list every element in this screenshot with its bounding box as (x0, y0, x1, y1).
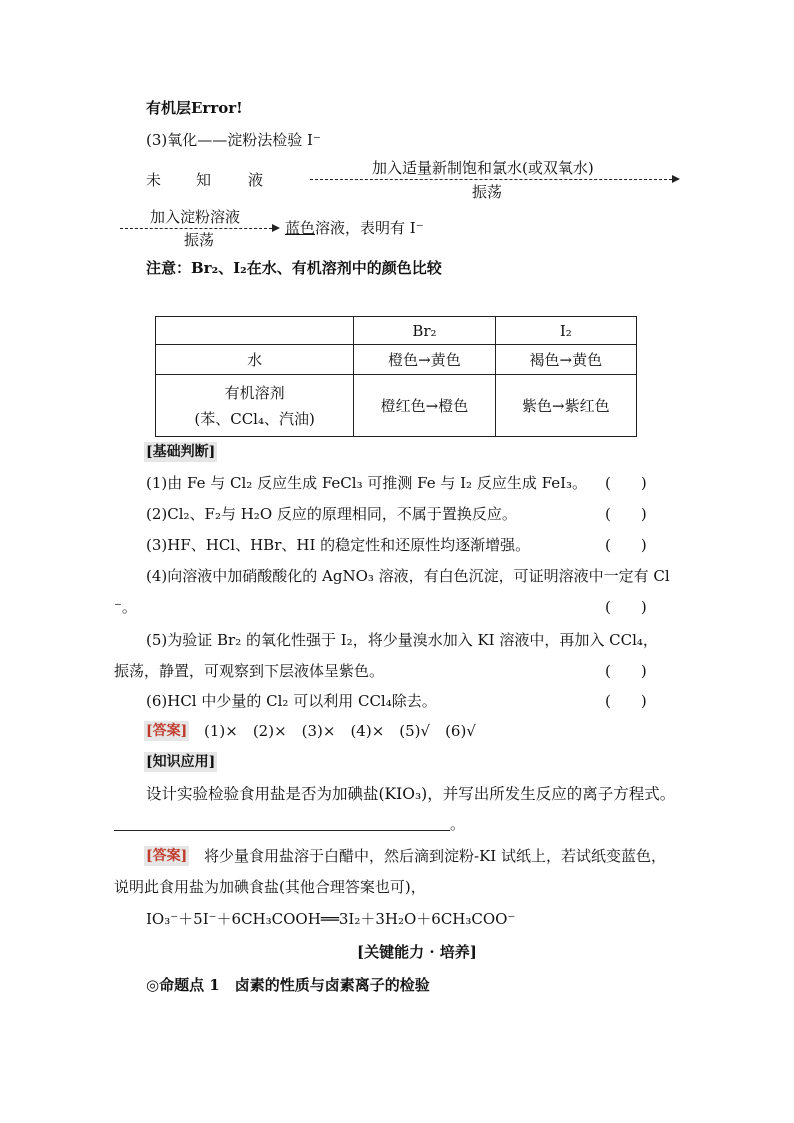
reagent2-bottom: 振荡 (184, 231, 215, 249)
row-organic-i2: 紫色→紫红色 (495, 375, 636, 437)
table-header-row (156, 317, 637, 345)
judgment-paren-2: ( ) (605, 505, 647, 523)
result-line (285, 218, 424, 238)
judgment-item-4-cont: ⁻。 (114, 598, 137, 616)
judgment-item-5: (5)为验证 Br₂ 的氧化性强于 I₂，将少量溴水加入 KI 溶液中，再加入 CCl₄， (146, 631, 658, 649)
unknown-char-2: 知 (196, 171, 212, 189)
answer-label-1: [答案] (146, 723, 188, 739)
reagent1-top: 加入适量新制饱和氯水(或双氧水) (372, 159, 594, 177)
judgment-paren-1: ( ) (605, 474, 647, 492)
unknown-char-3: 液 (248, 171, 264, 189)
answer-text-1: (1)× (2)× (3)× (4)× (5)√ (6)√ (204, 722, 476, 740)
flow-arrow-2-head (272, 224, 280, 232)
judgment-paren-3: ( ) (605, 536, 647, 554)
judgment-item-6: (6)HCl 中少量的 Cl₂ 可以利用 CCl₄除去。 (146, 692, 437, 710)
table-row (156, 375, 637, 437)
flow-arrow-1-line (310, 179, 672, 180)
judgment-paren-6: ( ) (605, 692, 647, 710)
knowledge-answer-2: 说明此食用盐为加碘食盐(其他合理答案也可)， (114, 878, 426, 896)
ionic-equation: IO₃⁻＋5I⁻＋6CH₃COOH══3I₂＋3H₂O＋6CH₃COO⁻ (146, 910, 516, 928)
judgment-item-2: (2)Cl₂、F₂与 H₂O 反应的原理相同，不属于置换反应。 (146, 505, 517, 523)
row-water-i2: 褐色→黄色 (495, 345, 636, 375)
flow-arrow-2-line (120, 228, 272, 229)
judgment-item-1: (1)由 Fe 与 Cl₂ 反应生成 FeCl₃ 可推测 Fe 与 I₂ 反应生成 FeI₃。 (146, 474, 588, 492)
judgment-paren-4: ( ) (605, 598, 647, 616)
knowledge-answer-1: 将少量食用盐溶于白醋中，然后滴到淀粉-KI 试纸上，若试纸变蓝色， (204, 847, 666, 865)
table-row (156, 345, 637, 375)
note-line: 注意：Br₂、I₂在水、有机溶剂中的颜色比较 (146, 259, 442, 277)
unknown-char-1: 未 (146, 171, 162, 189)
answer-blank-end: 。 (450, 815, 466, 833)
table-header-br2: Br₂ (354, 317, 495, 345)
judgment-item-3: (3)HF、HCl、HBr、HI 的稳定性和还原性均逐渐增强。 (146, 536, 531, 554)
row-label-organic (156, 375, 354, 437)
judgment-item-5-cont: 振荡，静置，可观察到下层液体呈紫色。 (114, 662, 385, 680)
reagent1-bottom: 振荡 (472, 183, 503, 201)
basic-judgment-heading: [基础判断] (146, 444, 216, 460)
judgment-paren-5: ( ) (605, 662, 647, 680)
knowledge-question: 设计实验检验食用盐是否为加碘盐(KIO₃)，并写出所发生反应的离子方程式。 (146, 785, 676, 803)
method3-title: (3)氧化——淀粉法检验 I⁻ (146, 131, 321, 149)
result-blue: 蓝色 (285, 219, 316, 237)
color-comparison-table (155, 316, 637, 437)
row-water-br2: 橙色→黄色 (354, 345, 495, 375)
organic-label-1: 有机溶剂 (224, 383, 285, 402)
organic-layer-line: 有机层Error! (146, 99, 243, 117)
knowledge-app-heading: [知识应用] (146, 754, 216, 770)
answer-label-2: [答案] (146, 848, 188, 864)
table-header-empty (156, 317, 354, 345)
proposition-heading: ◎命题点 1 卤素的性质与卤素离子的检验 (146, 976, 430, 994)
row-label-water: 水 (156, 345, 354, 375)
table-header-i2: I₂ (495, 317, 636, 345)
result-rest: 溶液，表明有 I⁻ (315, 219, 424, 237)
answer-blank-line (114, 830, 450, 831)
organic-label-2: (苯、CCl₄、汽油) (194, 409, 315, 428)
reagent2-top: 加入淀粉溶液 (150, 208, 241, 226)
judgment-item-4: (4)向溶液中加硝酸酸化的 AgNO₃ 溶液，有白色沉淀，可证明溶液中一定有 Cl (146, 567, 670, 585)
key-ability-heading: [关键能力 · 培养] (357, 943, 477, 961)
flow-arrow-1-head (672, 175, 680, 183)
row-organic-br2: 橙红色→橙色 (354, 375, 495, 437)
